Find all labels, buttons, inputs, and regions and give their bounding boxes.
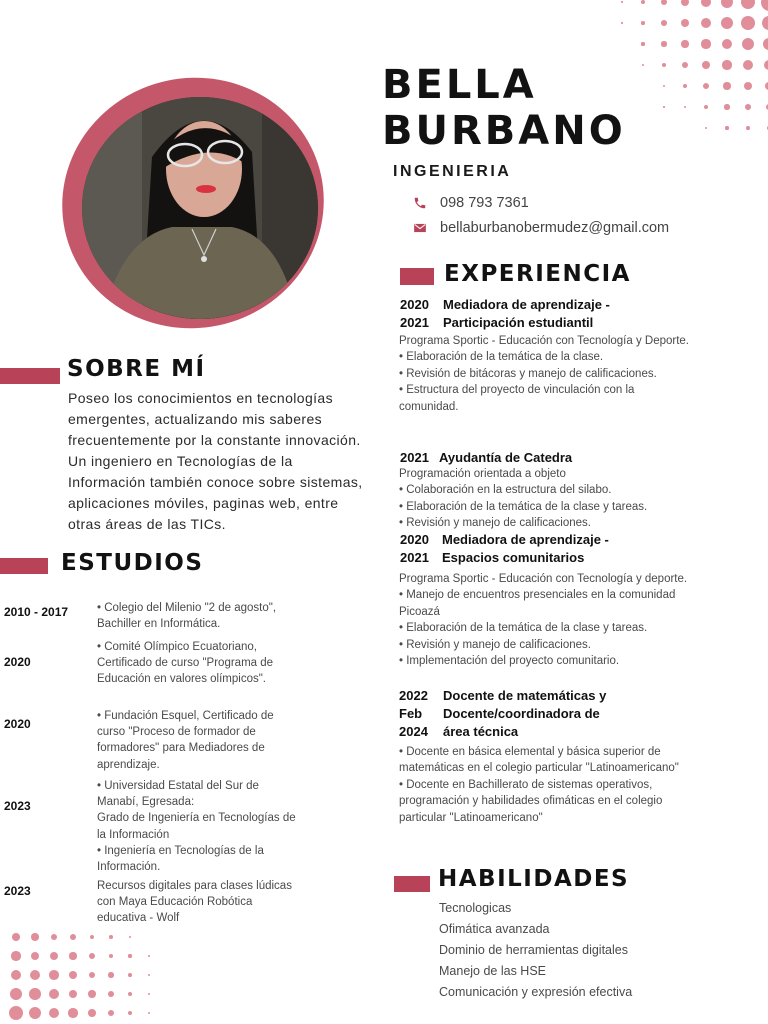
decorative-dot [89, 972, 96, 979]
decorative-dot [745, 104, 751, 110]
experience-description: Programa Sportic - Educación con Tecnología y Deporte. • Elaboración de la temática de la clase. • Revisión de bitácoras y manejo de calificaciones. • Estructura del proyecto de vinculación con la comunidad. [399, 335, 689, 413]
decorative-dot [108, 1010, 114, 1016]
decorative-dot [761, 0, 768, 11]
decorative-dot [703, 83, 709, 89]
decorative-dot [50, 952, 58, 960]
decorative-dot [743, 60, 753, 70]
experience-description: • Docente en básica elemental y básica superior de matemáticas en el colegio particular "Latinoamericano" • Docente en Bachillerato de sistemas operativos, programación y habilidades ofimáticas en el colegio particular "Latinoamericano" [399, 746, 679, 824]
decorative-dot [68, 1008, 77, 1017]
decorative-dot [702, 61, 710, 69]
decorative-dot [681, 19, 689, 27]
decorative-dot [682, 62, 688, 68]
phone-icon [413, 196, 427, 210]
studies-heading: ESTUDIOS [61, 550, 204, 576]
decorative-dot [70, 934, 76, 940]
decorative-dot [701, 39, 710, 48]
experience-role: Mediadora de aprendizaje - Espacios comunitarios [442, 532, 609, 565]
study-description: • Comité Olímpico Ecuatoriano, Certificado de curso "Programa de Educación en valores olímpicos". [97, 641, 274, 686]
decorative-dot [29, 988, 41, 1000]
decorative-dot [88, 1009, 96, 1017]
skill-item: Ofimática avanzada [439, 922, 550, 936]
decorative-dot [90, 935, 95, 940]
decorative-dot [742, 38, 754, 50]
study-year: 2023 [4, 799, 31, 813]
job-title: INGENIERIA [393, 163, 512, 180]
skill-item: Comunicación y expresión efectiva [439, 985, 633, 999]
decorative-dot [108, 991, 114, 997]
person-name [382, 62, 626, 154]
experience-year: 2021 [400, 450, 429, 465]
experience-role: Ayudantía de Catedra [439, 450, 573, 465]
decorative-dot [11, 970, 22, 981]
decorative-dot [744, 82, 752, 90]
decorative-dot [741, 0, 756, 9]
study-year: 2023 [4, 884, 31, 898]
decorative-dot [721, 17, 733, 29]
first-name: BELLA [382, 62, 537, 108]
study-description: Recursos digitales para clases lúdicas con Maya Educación Robótica educativa - Wolf [97, 880, 292, 925]
decorative-dot [621, 22, 622, 23]
decorative-dot [89, 953, 95, 959]
decorative-dot [683, 84, 688, 89]
decorative-dot [109, 954, 114, 959]
about-text: Poseo los conocimientos en tecnologías emergentes, actualizando mis saberes frecuentemente por la constante innovación. Un ingeniero en Tecnologías de la Información también conoce sobre sistemas, aplicaciones móviles, paginas web, entre otras áreas de las TICs. [68, 390, 363, 532]
experience-year: 2022 Feb 2024 [399, 688, 428, 739]
decorative-dot [661, 20, 667, 26]
decorative-dot [69, 990, 78, 999]
decorative-dot [69, 952, 76, 959]
skills-heading-bar [394, 876, 430, 892]
decorative-dot [30, 970, 40, 980]
decorative-dot [148, 993, 151, 996]
skills-list [439, 898, 632, 1003]
experience-description: Programa Sportic - Educación con Tecnología y deporte. • Manejo de encuentros presenciales en la comunidad Picoazá • Elaboración de la temática de la clase y tareas. • Revisión y manejo de calificaciones. • Implementación del proyecto comunitario. [399, 573, 688, 668]
decorative-dot [128, 1011, 132, 1015]
decorative-dot [724, 104, 729, 109]
decorative-dot [12, 933, 20, 941]
phone-contact [413, 195, 529, 211]
decorative-dot [641, 0, 645, 4]
experience-description: Programación orientada a objeto • Colaboración en la estructura del silabo. • Elaboración de la temática de la clase y tareas. • Revisión y manejo de calificaciones. [399, 468, 648, 530]
decorative-dot [621, 1, 623, 3]
decorative-dot [641, 21, 645, 25]
experience-heading-bar [400, 268, 434, 285]
experience-role: Mediadora de aprendizaje - Participación estudiantil [443, 297, 610, 330]
decorative-dot [762, 16, 768, 31]
decorative-dot [31, 952, 40, 961]
decorative-dot [148, 955, 150, 957]
decorative-dot [681, 40, 688, 47]
decorative-dot [684, 106, 687, 109]
study-description: • Universidad Estatal del Sur de Manabí, Egresada: Grado de Ingeniería en Tecnologías de la Información • Ingeniería en Tecnologías de la Información. [97, 780, 296, 874]
study-year: 2010 - 2017 [4, 605, 69, 619]
decorative-dot [51, 934, 58, 941]
experience-heading: EXPERIENCIA [444, 261, 631, 287]
decorative-dot [88, 990, 95, 997]
decorative-dot [701, 18, 711, 28]
decorative-dot [129, 936, 131, 938]
decorative-dot [725, 126, 728, 129]
mail-icon [413, 221, 427, 235]
decorative-dot [49, 989, 59, 999]
decorative-dot [108, 972, 113, 977]
skill-item: Manejo de las HSE [439, 964, 547, 978]
profile-photo [82, 97, 318, 319]
decorative-dot [681, 0, 689, 6]
decorative-dot [69, 971, 77, 979]
experience-role: Docente de matemáticas y Docente/coordinadora de área técnica [443, 688, 607, 739]
decorative-dot [10, 988, 22, 1000]
decorative-dot [641, 42, 644, 45]
decorative-dot [704, 105, 708, 109]
skill-item: Dominio de herramientas digitales [439, 943, 628, 957]
experience-year: 2020 2021 [400, 297, 429, 330]
decorative-dot [49, 1008, 60, 1019]
decorative-dot [109, 935, 113, 939]
decorative-dot [661, 41, 666, 46]
decorative-dot [148, 1012, 151, 1015]
study-year: 2020 [4, 717, 31, 731]
decorative-dot [128, 973, 132, 977]
decorative-dot [148, 974, 150, 976]
decorative-dot [705, 127, 707, 129]
decorative-dot [722, 60, 731, 69]
decorative-dot [31, 933, 38, 940]
decorative-dot [662, 63, 666, 67]
about-heading: SOBRE MÍ [67, 356, 206, 382]
last-name: BURBANO [382, 108, 626, 154]
decorative-dot [49, 970, 58, 979]
decorative-dot [11, 951, 20, 960]
decorative-dot [128, 954, 131, 957]
experience-year: 2020 2021 [400, 532, 429, 565]
phone-number: 098 793 7361 [440, 195, 529, 211]
skills-heading: HABILIDADES [438, 866, 630, 892]
decorative-dot [741, 16, 755, 30]
decorative-dot [29, 1007, 41, 1019]
decorative-dot [763, 38, 768, 51]
profile-photo-illustration [82, 97, 318, 319]
study-description: • Colegio del Milenio "2 de agosto", Bachiller en Informática. [97, 602, 277, 631]
skill-item: Tecnologicas [439, 901, 512, 915]
study-year: 2020 [4, 655, 31, 669]
decorative-dot [746, 126, 750, 130]
decorative-dot [128, 992, 132, 996]
decorative-dot [723, 82, 730, 89]
decorative-dot [722, 39, 733, 50]
study-description: • Fundación Esquel, Certificado de curso "Proceso de formador de formadores" para Mediadores de aprendizaje. [97, 710, 274, 771]
studies-heading-bar [0, 558, 48, 574]
email-address: bellaburbanobermudez@gmail.com [440, 220, 670, 236]
email-contact [413, 220, 669, 236]
decorative-dot [663, 106, 664, 107]
decorative-dot [642, 64, 644, 66]
about-heading-bar [0, 368, 60, 384]
decorative-dot [663, 85, 666, 88]
decorative-dot [721, 0, 734, 8]
decorative-dot [9, 1006, 23, 1020]
decorative-dot [764, 60, 768, 70]
decorative-dot [661, 0, 667, 5]
decorative-dot [701, 0, 711, 7]
